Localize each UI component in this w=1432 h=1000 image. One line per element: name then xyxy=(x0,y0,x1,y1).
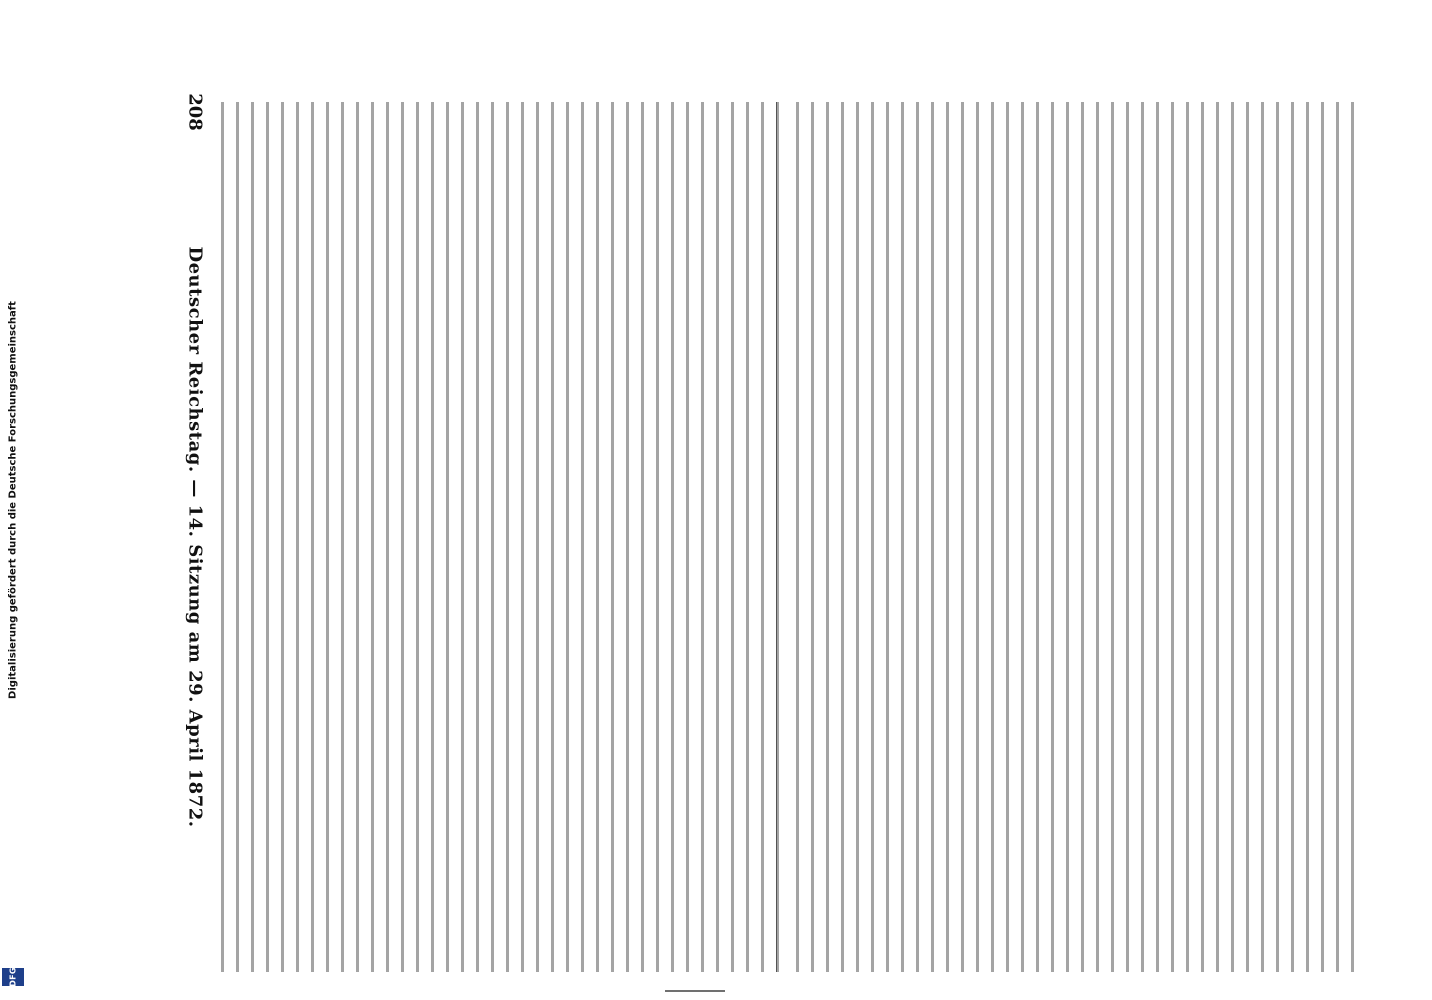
page-number-text: 208 xyxy=(184,93,206,131)
text-lines-right xyxy=(793,102,1358,972)
page-header-text: Deutscher Reichstag. — 14. Sitzung am 29. April 1872. xyxy=(184,246,206,828)
page-header xyxy=(180,72,210,1000)
vertical-footer xyxy=(0,0,26,1000)
footer-text: Digitalisierung gefördert durch die Deutsche Forschungsgemeinschaft xyxy=(7,301,19,699)
text-column-left xyxy=(218,102,783,972)
text-lines-left xyxy=(218,102,783,972)
logo-text: DFG xyxy=(8,967,18,987)
column-divider xyxy=(776,102,777,972)
bottom-mark-bar xyxy=(665,990,725,992)
text-column-right xyxy=(793,102,1358,972)
scanned-page xyxy=(58,42,1430,992)
dfg-logo xyxy=(2,968,24,986)
bottom-mark xyxy=(665,985,725,995)
